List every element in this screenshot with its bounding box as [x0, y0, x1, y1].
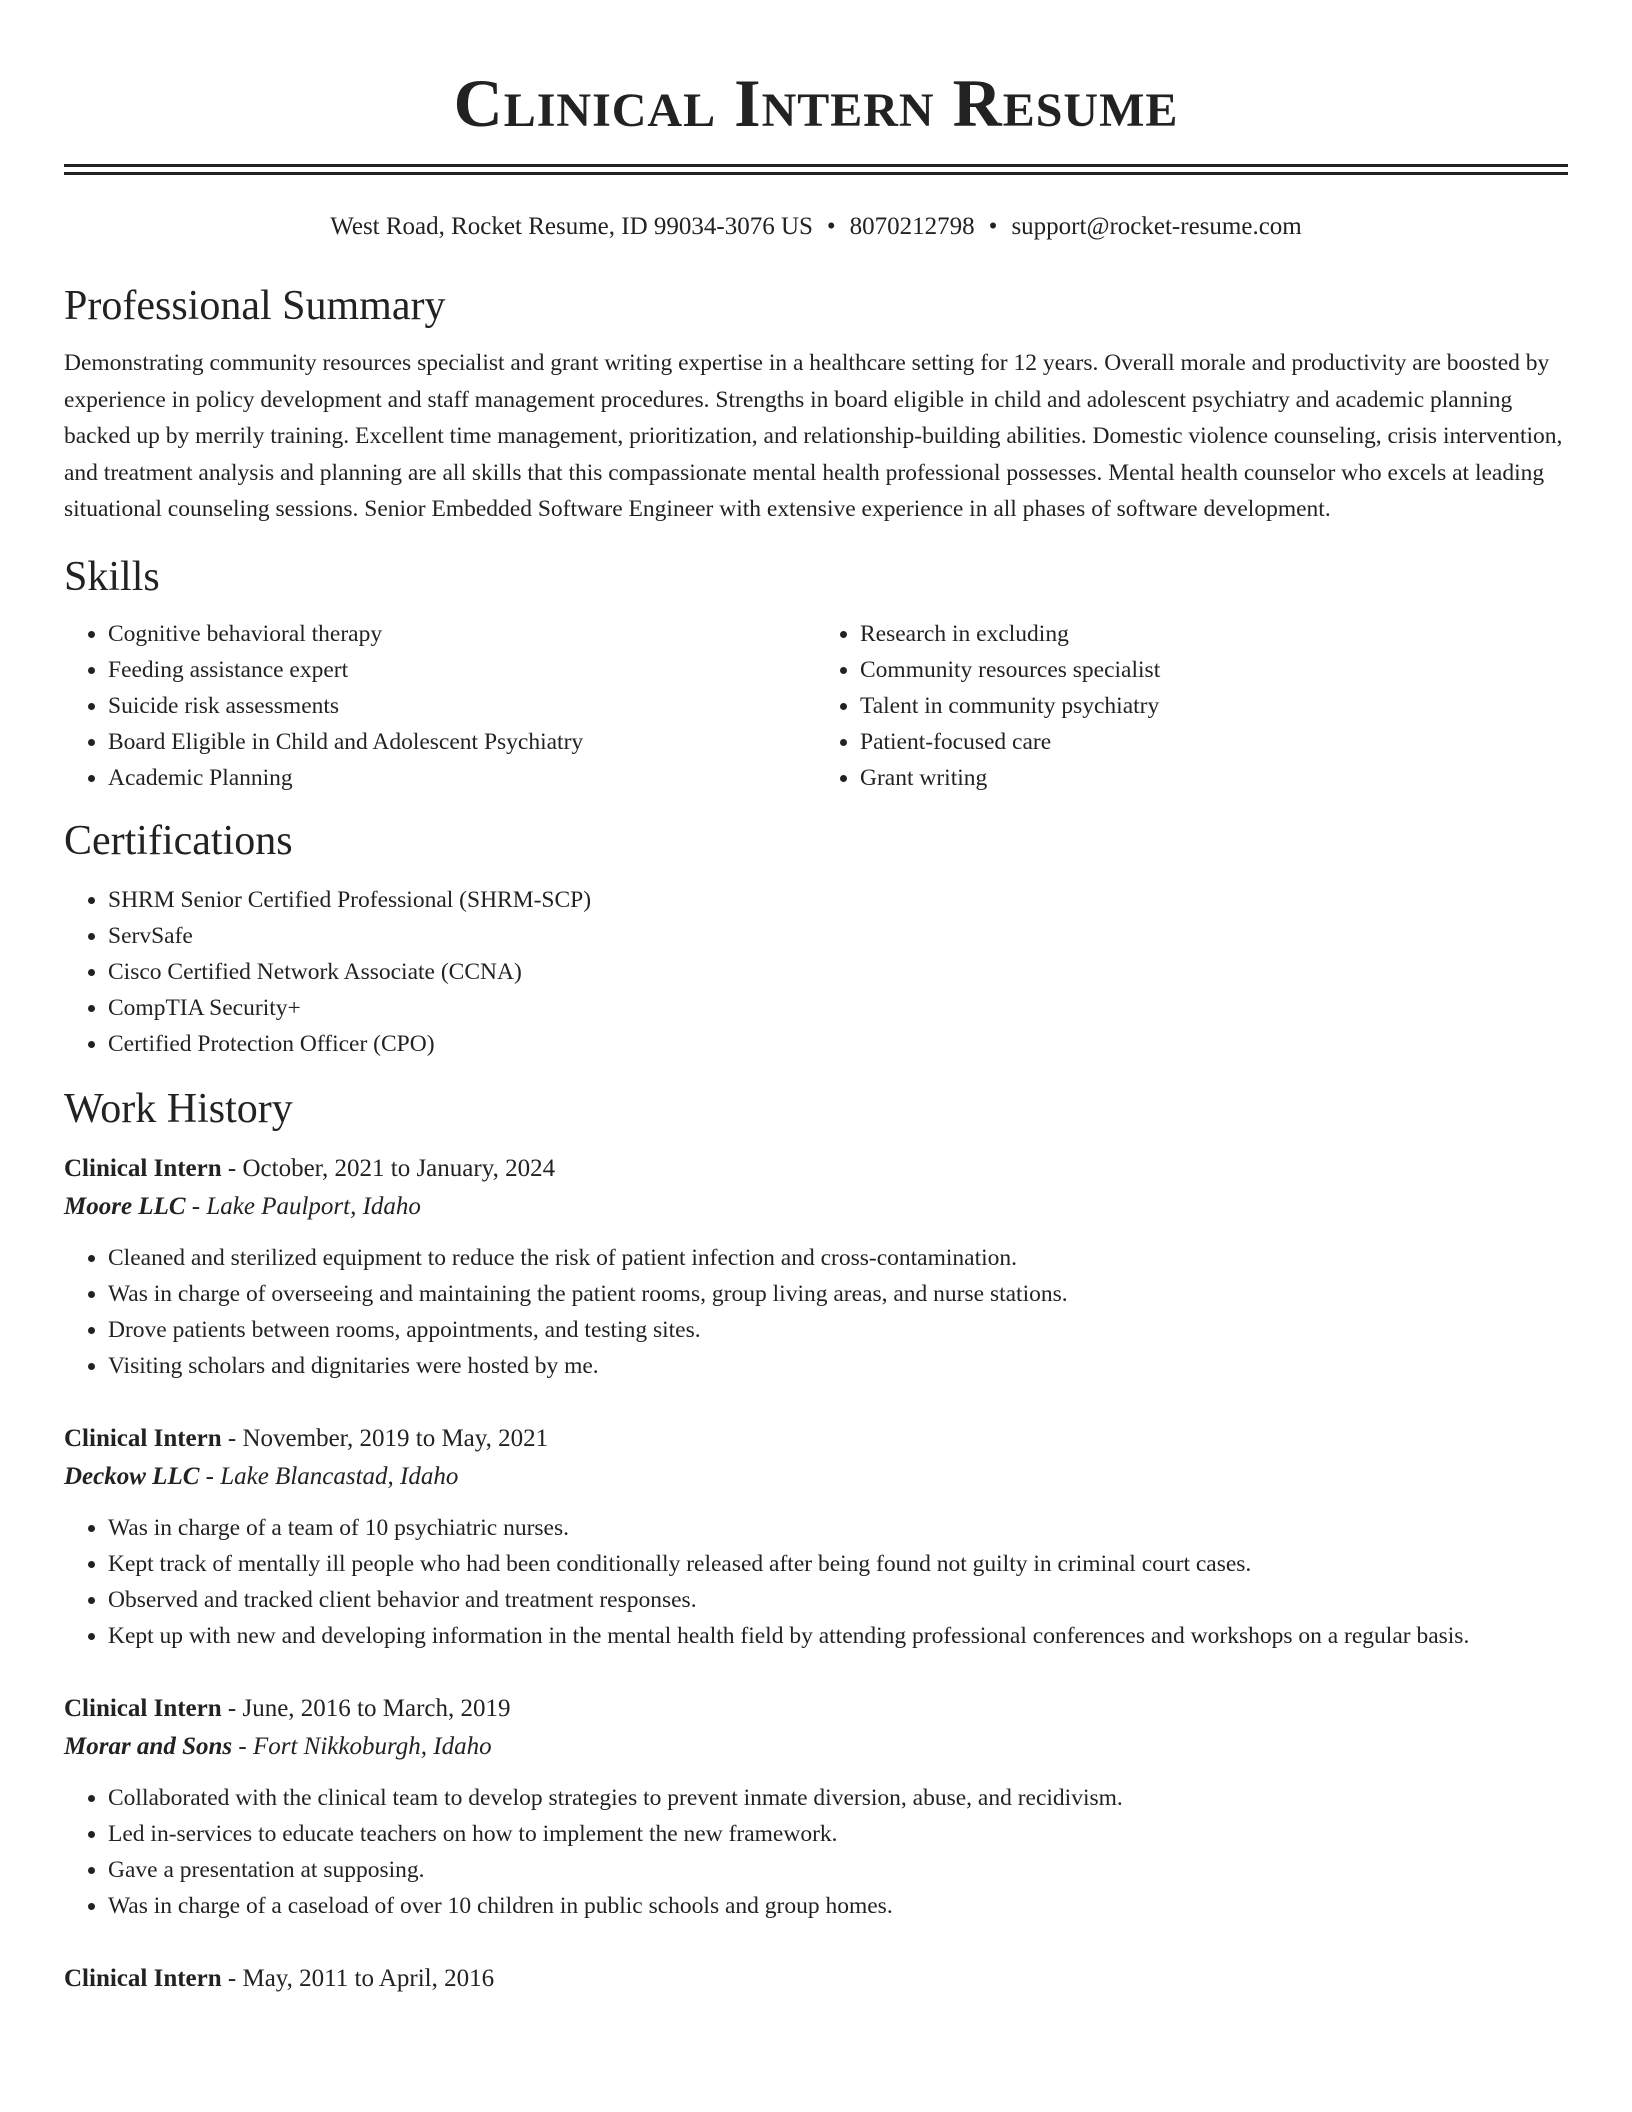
job-bullet: • Cleaned and sterilized equipment to reduce the risk of patient infection and cross-contamination.	[108, 1240, 1568, 1276]
certification-item: • SHRM Senior Certified Professional (SHRM-SCP)	[108, 882, 1568, 918]
job-bullet: • Was in charge of a team of 10 psychiatric nurses.	[108, 1510, 1568, 1546]
job-dates: - November, 2019 to May, 2021	[221, 1424, 549, 1452]
job-title: Clinical Intern	[64, 1424, 222, 1452]
skill-item: • Feeding assistance expert	[108, 652, 816, 688]
job-company-line	[64, 1458, 1568, 1496]
skill-item: • Board Eligible in Child and Adolescent Psychiatry	[108, 724, 816, 760]
skill-item: • Patient-focused care	[860, 724, 1568, 760]
job-bullet: • Observed and tracked client behavior and treatment responses.	[108, 1582, 1568, 1618]
contact-phone: 8070212798	[849, 213, 975, 240]
job-bullet: • Was in charge of a caseload of over 10 children in public schools and group homes.	[108, 1888, 1568, 1924]
job-location: - Lake Paulport, Idaho	[185, 1192, 421, 1220]
title-divider-thick	[64, 164, 1568, 167]
job-company: Moore LLC	[64, 1192, 186, 1220]
job-entry	[64, 1150, 1568, 1384]
job-title-line	[64, 1420, 1568, 1458]
certification-item: • Certified Protection Officer (CPO)	[108, 1026, 1568, 1062]
job-title-line	[64, 1150, 1568, 1188]
skill-item: • Cognitive behavioral therapy	[108, 616, 816, 652]
job-location: - Fort Nikkoburgh, Idaho	[232, 1732, 492, 1760]
job-bullet: • Gave a presentation at supposing.	[108, 1852, 1568, 1888]
job-entry	[64, 1420, 1568, 1654]
resume-title: Clinical Intern Resume	[453, 65, 1179, 141]
contact-separator: •	[826, 213, 836, 240]
contact-email: support@rocket-resume.com	[1011, 213, 1302, 240]
job-location: - Lake Blancastad, Idaho	[199, 1462, 459, 1490]
certifications-list	[64, 882, 1568, 1062]
skill-item: • Community resources specialist	[860, 652, 1568, 688]
job-bullet: • Visiting scholars and dignitaries were hosted by me.	[108, 1348, 1568, 1384]
certification-item: • CompTIA Security+	[108, 990, 1568, 1026]
skills-list-right	[816, 616, 1568, 796]
job-bullet: • Was in charge of overseeing and maintaining the patient rooms, group living areas, and nurse stations.	[108, 1276, 1568, 1312]
job-dates: - June, 2016 to March, 2019	[221, 1694, 511, 1722]
summary-heading: Professional Summary	[64, 283, 446, 329]
skills-list-left	[64, 616, 816, 796]
contact-separator: •	[988, 213, 998, 240]
certification-item: • Cisco Certified Network Associate (CCNA)	[108, 954, 1568, 990]
job-title: Clinical Intern	[64, 1694, 222, 1722]
certification-item: • ServSafe	[108, 918, 1568, 954]
job-title-line	[64, 1690, 1568, 1728]
work-history-heading: Work History	[64, 1085, 293, 1132]
skill-item: • Academic Planning	[108, 760, 816, 796]
job-bullets	[64, 1510, 1568, 1654]
summary-text: Demonstrating community resources specialist and grant writing expertise in a healthcare setting for 12 years. Overall morale and productivity are boosted by experience in policy development and staff management procedures. Strengths in board eligible in child and adolescent psychiatry and academic planning backed up by merrily training. Excellent time management, prioritization, and relationship-building abilities. Domestic violence counseling, crisis intervention, and treatment analysis and planning are all skills that this compassionate mental health professional possesses. Mental health counselor who excels at leading situational counseling sessions. Senior Embedded Software Engineer with extensive experience in all phases of software development.	[64, 350, 1563, 522]
job-title-line	[64, 1960, 1568, 1998]
job-company-line	[64, 1188, 1568, 1226]
certifications-heading: Certifications	[64, 817, 293, 864]
job-dates: - May, 2011 to April, 2016	[221, 1964, 495, 1992]
job-entry	[64, 1690, 1568, 1924]
job-dates: - October, 2021 to January, 2024	[221, 1154, 556, 1182]
job-bullet: • Collaborated with the clinical team to develop strategies to prevent inmate diversion, abuse, and recidivism.	[108, 1780, 1568, 1816]
job-bullets	[64, 1780, 1568, 1924]
job-title: Clinical Intern	[64, 1154, 222, 1182]
skill-item: • Suicide risk assessments	[108, 688, 816, 724]
job-bullet: • Drove patients between rooms, appointments, and testing sites.	[108, 1312, 1568, 1348]
job-entry	[64, 1960, 1568, 1998]
job-bullet: • Kept track of mentally ill people who had been conditionally released after being found not guilty in criminal court cases.	[108, 1546, 1568, 1582]
contact-address: West Road, Rocket Resume, ID 99034-3076 US	[330, 213, 813, 240]
skill-item: • Talent in community psychiatry	[860, 688, 1568, 724]
skills-heading: Skills	[64, 553, 160, 600]
job-company: Morar and Sons	[64, 1732, 233, 1760]
job-company: Deckow LLC	[64, 1462, 200, 1490]
job-bullet: • Kept up with new and developing information in the mental health field by attending professional conferences and workshops on a regular basis.	[108, 1618, 1568, 1654]
job-title: Clinical Intern	[64, 1964, 222, 1992]
contact-line	[64, 211, 1568, 243]
title-divider-thin	[64, 172, 1568, 175]
job-bullets	[64, 1240, 1568, 1384]
skill-item: • Research in excluding	[860, 616, 1568, 652]
job-company-line	[64, 1728, 1568, 1766]
skill-item: • Grant writing	[860, 760, 1568, 796]
skills-columns	[64, 616, 1568, 796]
job-bullet: • Led in-services to educate teachers on how to implement the new framework.	[108, 1816, 1568, 1852]
